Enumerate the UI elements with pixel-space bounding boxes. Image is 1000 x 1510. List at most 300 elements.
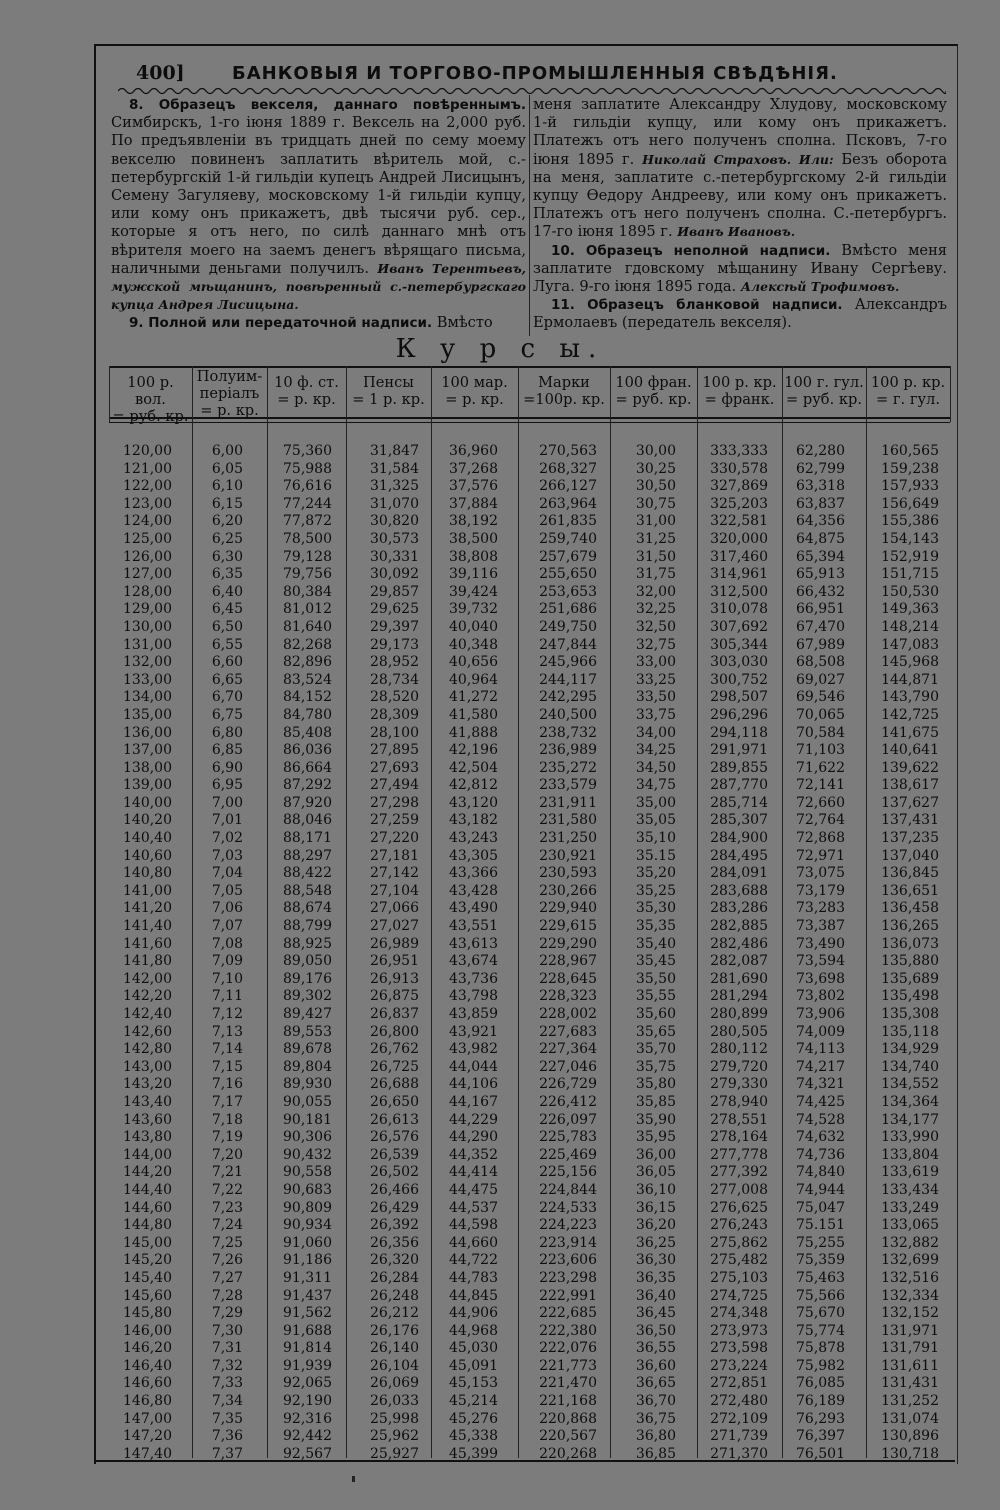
- paragraph-9-cont-text: меня заплатите Александру Хлудову, московскому 1-й гильдіи купцу, или кому онъ прикажетъ. Платежъ отъ него полученъ сполна. Псковъ, 7-го іюня 1895 г.: [533, 96, 947, 168]
- table-cell: 90,055: [283, 1093, 332, 1110]
- table-cell: 43,305: [449, 847, 498, 864]
- table-cell: 44,290: [449, 1129, 498, 1146]
- table-cell: 82,896: [283, 654, 332, 671]
- table-cell: 35,20: [635, 865, 676, 882]
- table-cell: 221,470: [539, 1375, 597, 1392]
- table-cell: 310,078: [710, 601, 768, 618]
- table-cell: 32,00: [635, 583, 676, 600]
- data-column-2: [192, 443, 243, 1463]
- table-cell: 43,859: [449, 1006, 498, 1022]
- table-cell: 73,698: [796, 970, 845, 987]
- table-cell: 141,60: [123, 935, 172, 952]
- table-cell: 220,868: [539, 1410, 597, 1427]
- table-cell: 26,762: [370, 1041, 419, 1058]
- table-cell: 43,674: [449, 953, 498, 970]
- table-cell: 36,65: [635, 1375, 676, 1392]
- table-cell: 136,845: [881, 865, 939, 882]
- table-cell: 25,998: [370, 1410, 419, 1427]
- table-cell: 35.15: [635, 847, 676, 864]
- table-cell: 6,50: [211, 618, 243, 635]
- table-cell: 43,982: [449, 1041, 498, 1058]
- table-cell: 271,739: [710, 1428, 768, 1445]
- table-cell: 294,118: [710, 724, 768, 741]
- column-header-7-l1: 100 фран.: [615, 374, 692, 391]
- table-cell: 44,106: [449, 1076, 498, 1093]
- table-cell: 227,046: [539, 1058, 597, 1075]
- table-cell: 7,07: [211, 918, 243, 935]
- table-cell: 72,868: [796, 830, 845, 847]
- table-cell: 26,466: [370, 1181, 419, 1198]
- table-cell: 247,844: [539, 636, 597, 653]
- table-cell: 64,356: [796, 513, 845, 530]
- table-cell: 91,939: [283, 1357, 332, 1374]
- table-cell: 43,182: [449, 812, 498, 829]
- column-header-8-l2: = франк.: [704, 391, 775, 408]
- data-column-5: [431, 443, 498, 1463]
- table-cell: 35,50: [635, 970, 676, 987]
- table-cell: 40,040: [449, 618, 498, 635]
- table-cell: 91,562: [283, 1305, 332, 1322]
- table-cell: 141,675: [881, 724, 939, 741]
- table-cell: 30,092: [370, 566, 419, 583]
- table-cell: 242,295: [539, 689, 597, 706]
- table-cell: 7,08: [211, 935, 243, 952]
- table-cell: 89,804: [283, 1058, 332, 1075]
- table-cell: 280,112: [710, 1041, 768, 1058]
- data-column-6: [518, 443, 597, 1463]
- table-cell: 38,500: [449, 530, 498, 547]
- table-cell: 6,65: [211, 671, 243, 688]
- column-header-10-l2: = г. гул.: [876, 391, 940, 408]
- table-cell: 147,00: [123, 1410, 172, 1427]
- table-cell: 224,533: [539, 1199, 597, 1216]
- table-cell: 85,408: [283, 724, 332, 741]
- table-cell: 131,791: [881, 1340, 939, 1357]
- table-cell: 6,55: [211, 636, 243, 653]
- table-cell: 146,40: [123, 1357, 172, 1374]
- table-cell: 26,539: [370, 1146, 419, 1163]
- table-cell: 43,551: [449, 918, 498, 935]
- table-cell: 7,17: [211, 1093, 243, 1110]
- table-cell: 71,622: [796, 759, 845, 776]
- table-cell: 222,076: [539, 1340, 597, 1357]
- table-cell: 33,50: [635, 689, 676, 706]
- table-cell: 26,356: [370, 1234, 419, 1251]
- paragraph-9-start: [111, 314, 526, 332]
- table-cell: 31,325: [370, 478, 419, 495]
- table-cell: 26,837: [370, 1006, 419, 1022]
- table-cell: 130,718: [881, 1445, 939, 1462]
- table-cell: 147,083: [881, 636, 939, 653]
- table-cell: 7,05: [211, 882, 243, 899]
- table-cell: 78,500: [283, 530, 332, 547]
- table-cell: 38,192: [449, 513, 498, 530]
- table-cell: 90,432: [283, 1146, 332, 1163]
- table-cell: 135,689: [881, 970, 939, 987]
- table-cell: 240,500: [539, 706, 597, 723]
- table-cell: 7,24: [211, 1217, 243, 1234]
- table-cell: 144,80: [123, 1217, 172, 1234]
- column-header-2: [193, 368, 266, 419]
- table-cell: 7,13: [211, 1023, 243, 1040]
- table-cell: 26,212: [370, 1305, 419, 1322]
- table-cell: 7,29: [211, 1305, 243, 1322]
- table-cell: 91,437: [283, 1287, 332, 1304]
- table-cell: 251,686: [539, 601, 597, 618]
- table-cell: 149,363: [881, 601, 939, 618]
- table-cell: 26,613: [370, 1111, 419, 1128]
- table-cell: 26,320: [370, 1252, 419, 1269]
- table-cell: 132,152: [881, 1305, 939, 1322]
- column-header-4-l1: Пенсы: [363, 374, 414, 391]
- table-cell: 45,338: [449, 1428, 498, 1445]
- table-cell: 43,921: [449, 1023, 498, 1040]
- table-cell: 143,60: [123, 1111, 172, 1128]
- table-cell: 6,85: [211, 742, 243, 759]
- table-cell: 90,181: [283, 1111, 332, 1128]
- table-cell: 145,40: [123, 1269, 172, 1286]
- table-cell: 92,190: [283, 1393, 332, 1410]
- data-column-4: [346, 443, 419, 1463]
- table-cell: 43,428: [449, 882, 498, 899]
- table-cell: 325,203: [710, 495, 768, 512]
- table-cell: 25,927: [370, 1445, 419, 1462]
- table-cell: 126,00: [123, 548, 172, 565]
- table-cell: 274,348: [710, 1305, 768, 1322]
- table-cell: 28,952: [370, 654, 419, 671]
- table-cell: 29,625: [370, 601, 419, 618]
- table-cell: 136,265: [881, 918, 939, 935]
- table-cell: 27,494: [370, 777, 419, 794]
- table-cell: 307,692: [710, 618, 768, 635]
- table-cell: 144,871: [881, 671, 939, 688]
- table-cell: 66,951: [796, 601, 845, 618]
- table-cell: 7,11: [211, 988, 243, 1005]
- table-cell: 44,845: [449, 1287, 498, 1304]
- table-cell: 36,30: [635, 1252, 676, 1269]
- table-cell: 37,884: [449, 495, 498, 512]
- table-cell: 330,578: [710, 460, 768, 477]
- table-cell: 135,00: [123, 706, 172, 723]
- table-cell: 69,027: [796, 671, 845, 688]
- table-cell: 26,650: [370, 1093, 419, 1110]
- table-cell: 43,613: [449, 935, 498, 952]
- table-cell: 123,00: [123, 495, 172, 512]
- table-cell: 40,348: [449, 636, 498, 653]
- table-cell: 90,558: [283, 1164, 332, 1181]
- table-cell: 125,00: [123, 530, 172, 547]
- table-cell: 26,033: [370, 1393, 419, 1410]
- paragraph-10-title: 10. Образецъ неполной надписи.: [551, 242, 831, 259]
- table-cell: 132,00: [123, 654, 172, 671]
- table-cell: 65,394: [796, 548, 845, 565]
- column-header-4: [347, 374, 430, 420]
- table-cell: 229,615: [539, 918, 597, 935]
- table-cell: 222,380: [539, 1322, 597, 1339]
- table-cell: 140,20: [123, 812, 172, 829]
- table-cell: 141,00: [123, 882, 172, 899]
- table-cell: 230,921: [539, 847, 597, 864]
- table-cell: 63,318: [796, 478, 845, 495]
- table-cell: 89,176: [283, 970, 332, 987]
- table-cell: 270,563: [539, 443, 597, 459]
- table-cell: 6,70: [211, 689, 243, 706]
- table-cell: 69,546: [796, 689, 845, 706]
- table-cell: 7,32: [211, 1357, 243, 1374]
- table-cell: 148,214: [881, 618, 939, 635]
- table-cell: 6,95: [211, 777, 243, 794]
- table-cell: 7,12: [211, 1006, 243, 1022]
- table-cell: 322,581: [710, 513, 768, 530]
- table-cell: 84,780: [283, 706, 332, 723]
- table-cell: 44,906: [449, 1305, 498, 1322]
- table-cell: 6,80: [211, 724, 243, 741]
- table-cell: 6,45: [211, 601, 243, 618]
- table-cell: 26,392: [370, 1217, 419, 1234]
- table-cell: 75,988: [283, 460, 332, 477]
- column-header-1: [110, 374, 191, 425]
- table-cell: 145,20: [123, 1252, 172, 1269]
- table-cell: 27,220: [370, 830, 419, 847]
- table-cell: 144,40: [123, 1181, 172, 1198]
- paragraph-8-body: Симбирскъ, 1-го іюня 1889 г. Вексель на 2,000 руб. По предъявленіи въ тридцать дней по сему моему векселю повиненъ заплатить вѣритель мой, с.-петербургскій 1-й гильдіи купецъ Андрей Лисицынъ, Семену Загуляеву, московскому 1-й гильдіи купцу, или кому онъ прикажетъ, двѣ тысячи руб. сер., которые я отъ него, по силѣ даннаго мнѣ отъ вѣрителя моего на заемъ денегъ вѣрящаго письма, наличными деньгами получилъ.: [111, 114, 526, 277]
- table-cell: 274,725: [710, 1287, 768, 1304]
- table-cell: 79,756: [283, 566, 332, 583]
- table-cell: 6,30: [211, 548, 243, 565]
- table-cell: 157,933: [881, 478, 939, 495]
- table-cell: 136,651: [881, 882, 939, 899]
- table-cell: 35,05: [635, 812, 676, 829]
- table-cell: 131,252: [881, 1393, 939, 1410]
- table-cell: 257,679: [539, 548, 597, 565]
- table-cell: 27,104: [370, 882, 419, 899]
- paragraph-9-ili: Или:: [798, 151, 834, 167]
- table-cell: 320,000: [710, 530, 768, 547]
- table-cell: 152,919: [881, 548, 939, 565]
- table-cell: 275,482: [710, 1252, 768, 1269]
- table-cell: 7,33: [211, 1375, 243, 1392]
- table-cell: 131,611: [881, 1357, 939, 1374]
- table-cell: 235,272: [539, 759, 597, 776]
- table-cell: 75,360: [283, 443, 332, 459]
- table-cell: 7,36: [211, 1428, 243, 1445]
- table-cell: 279,720: [710, 1058, 768, 1075]
- running-title: БАНКОВЫЯ И ТОРГОВО-ПРОМЫШЛЕННЫЯ СВѢДѢНІЯ.: [232, 63, 838, 84]
- table-cell: 88,422: [283, 865, 332, 882]
- table-cell: 65,913: [796, 566, 845, 583]
- table-cell: 272,480: [710, 1393, 768, 1410]
- table-cell: 35,55: [635, 988, 676, 1005]
- table-cell: 131,971: [881, 1322, 939, 1339]
- table-cell: 44,352: [449, 1146, 498, 1163]
- table-cell: 134,740: [881, 1058, 939, 1075]
- table-cell: 33,25: [635, 671, 676, 688]
- paragraph-8-signature: Иванъ Терентьевъ, мужской мѣщанинъ, повѣренный с.-петербургскаго купца Андрея Лисицына.: [111, 260, 527, 313]
- table-cell: 132,516: [881, 1269, 939, 1286]
- table-cell: 62,799: [796, 460, 845, 477]
- table-cell: 89,302: [283, 988, 332, 1005]
- table-cell: 27,259: [370, 812, 419, 829]
- table-cell: 35,45: [635, 953, 676, 970]
- table-cell: 230,593: [539, 865, 597, 882]
- table-cell: 35,25: [635, 882, 676, 899]
- table-cell: 27,693: [370, 759, 419, 776]
- table-cell: 268,327: [539, 460, 597, 477]
- table-cell: 41,272: [449, 689, 498, 706]
- table-cell: 76,085: [796, 1375, 845, 1392]
- paragraph-9-signature-2: Иванъ Ивановъ.: [677, 224, 796, 240]
- table-cell: 287,770: [710, 777, 768, 794]
- table-cell: 76,616: [283, 478, 332, 495]
- table-cell: 146,60: [123, 1375, 172, 1392]
- table-cell: 7,20: [211, 1146, 243, 1163]
- table-cell: 31,50: [635, 548, 676, 565]
- table-cell: 31,584: [370, 460, 419, 477]
- table-cell: 27,066: [370, 900, 419, 917]
- table-cell: 35,85: [635, 1093, 676, 1110]
- table-cell: 135,118: [881, 1023, 939, 1040]
- table-cell: 43,798: [449, 988, 498, 1005]
- table-cell: 36,85: [635, 1445, 676, 1462]
- table-cell: 35,65: [635, 1023, 676, 1040]
- table-cell: 143,790: [881, 689, 939, 706]
- table-cell: 92,442: [283, 1428, 332, 1445]
- table-cell: 75,670: [796, 1305, 845, 1322]
- column-header-4-l2: = 1 р. кр.: [352, 391, 425, 408]
- table-cell: 226,412: [539, 1093, 597, 1110]
- table-cell: 29,397: [370, 618, 419, 635]
- column-header-8-l1: 100 р. кр.: [702, 374, 777, 391]
- table-cell: 42,812: [449, 777, 498, 794]
- table-cell: 154,143: [881, 530, 939, 547]
- table-cell: 131,431: [881, 1375, 939, 1392]
- table-cell: 32,25: [635, 601, 676, 618]
- table-cell: 7,37: [211, 1445, 243, 1462]
- table-cell: 43,120: [449, 794, 498, 811]
- paragraph-9-continued: [533, 96, 947, 242]
- table-cell: 36,00: [635, 1146, 676, 1163]
- table-cell: 133,00: [123, 671, 172, 688]
- table-cell: 29,173: [370, 636, 419, 653]
- table-cell: 88,297: [283, 847, 332, 864]
- paragraph-10-body: Вмѣсто меня заплатите гдовскому мѣщанину Ивану Сергѣеву. Луга. 9-го іюня 1895 года.: [533, 241, 948, 296]
- table-cell: 138,00: [123, 759, 172, 776]
- column-header-9-l2: = руб. кр.: [786, 391, 862, 408]
- table-cell: 303,030: [710, 654, 768, 671]
- table-cell: 81,012: [283, 601, 332, 618]
- table-cell: 6,00: [211, 443, 243, 459]
- table-cell: 6,25: [211, 530, 243, 547]
- table-cell: 273,224: [710, 1357, 768, 1374]
- table-cell: 134,552: [881, 1076, 939, 1093]
- table-cell: 86,036: [283, 742, 332, 759]
- table-cell: 91,688: [283, 1322, 332, 1339]
- table-cell: 27,181: [370, 847, 419, 864]
- table-cell: 289,855: [710, 759, 768, 776]
- table-cell: 74,528: [796, 1111, 845, 1128]
- table-cell: 26,248: [370, 1287, 419, 1304]
- table-cell: 30,25: [635, 460, 676, 477]
- table-cell: 39,732: [449, 601, 498, 618]
- column-header-2-l1: Полуим-: [196, 368, 263, 385]
- table-cell: 300,752: [710, 671, 768, 688]
- table-cell: 26,688: [370, 1076, 419, 1093]
- table-cell: 140,00: [123, 794, 172, 811]
- table-cell: 278,551: [710, 1111, 768, 1128]
- table-cell: 92,316: [283, 1410, 332, 1427]
- table-cell: 327,869: [710, 478, 768, 495]
- table-cell: 73,075: [796, 865, 845, 882]
- table-cell: 44,722: [449, 1252, 498, 1269]
- table-cell: 143,00: [123, 1058, 172, 1075]
- table-cell: 7,28: [211, 1287, 243, 1304]
- table-rule: [109, 422, 950, 423]
- table-cell: 283,286: [710, 900, 768, 917]
- table-cell: 76,189: [796, 1393, 845, 1410]
- table-cell: 88,046: [283, 812, 332, 829]
- table-cell: 31,75: [635, 566, 676, 583]
- table-cell: 27,895: [370, 742, 419, 759]
- table-cell: 30,75: [635, 495, 676, 512]
- table-cell: 74,632: [796, 1129, 845, 1146]
- table-cell: 45,214: [449, 1393, 498, 1410]
- table-cell: 275,103: [710, 1269, 768, 1286]
- data-column-10: [866, 443, 939, 1463]
- table-cell: 62,280: [796, 443, 845, 459]
- table-cell: 29,857: [370, 583, 419, 600]
- table-cell: 305,344: [710, 636, 768, 653]
- table-cell: 6,10: [211, 478, 243, 495]
- table-cell: 129,00: [123, 601, 172, 618]
- table-cell: 39,116: [449, 566, 498, 583]
- table-cell: 160,565: [881, 443, 939, 459]
- table-cell: 228,645: [539, 970, 597, 987]
- table-cell: 127,00: [123, 566, 172, 583]
- table-cell: 143,80: [123, 1129, 172, 1146]
- table-cell: 144,00: [123, 1146, 172, 1163]
- table-cell: 45,153: [449, 1375, 498, 1392]
- table-cell: 7,00: [211, 794, 243, 811]
- table-cell: 71,103: [796, 742, 845, 759]
- table-cell: 36,15: [635, 1199, 676, 1216]
- table-cell: 77,244: [283, 495, 332, 512]
- table-cell: 44,598: [449, 1217, 498, 1234]
- column-header-8: [698, 374, 781, 420]
- table-cell: 38,808: [449, 548, 498, 565]
- table-cell: 36,10: [635, 1181, 676, 1198]
- table-cell: 284,495: [710, 847, 768, 864]
- table-cell: 142,80: [123, 1041, 172, 1058]
- table-cell: 36,20: [635, 1217, 676, 1234]
- table-cell: 291,971: [710, 742, 768, 759]
- table-cell: 43,490: [449, 900, 498, 917]
- table-cell: 28,309: [370, 706, 419, 723]
- table-cell: 33,00: [635, 654, 676, 671]
- table-cell: 130,00: [123, 618, 172, 635]
- table-cell: 139,00: [123, 777, 172, 794]
- table-cell: 68,508: [796, 654, 845, 671]
- table-cell: 75,566: [796, 1287, 845, 1304]
- table-cell: 67,989: [796, 636, 845, 653]
- table-cell: 229,940: [539, 900, 597, 917]
- table-cell: 276,243: [710, 1217, 768, 1234]
- table-cell: 75,463: [796, 1269, 845, 1286]
- table-cell: 7,21: [211, 1164, 243, 1181]
- table-cell: 91,060: [283, 1234, 332, 1251]
- table-cell: 150,530: [881, 583, 939, 600]
- table-cell: 7,18: [211, 1111, 243, 1128]
- table-cell: 72,141: [796, 777, 845, 794]
